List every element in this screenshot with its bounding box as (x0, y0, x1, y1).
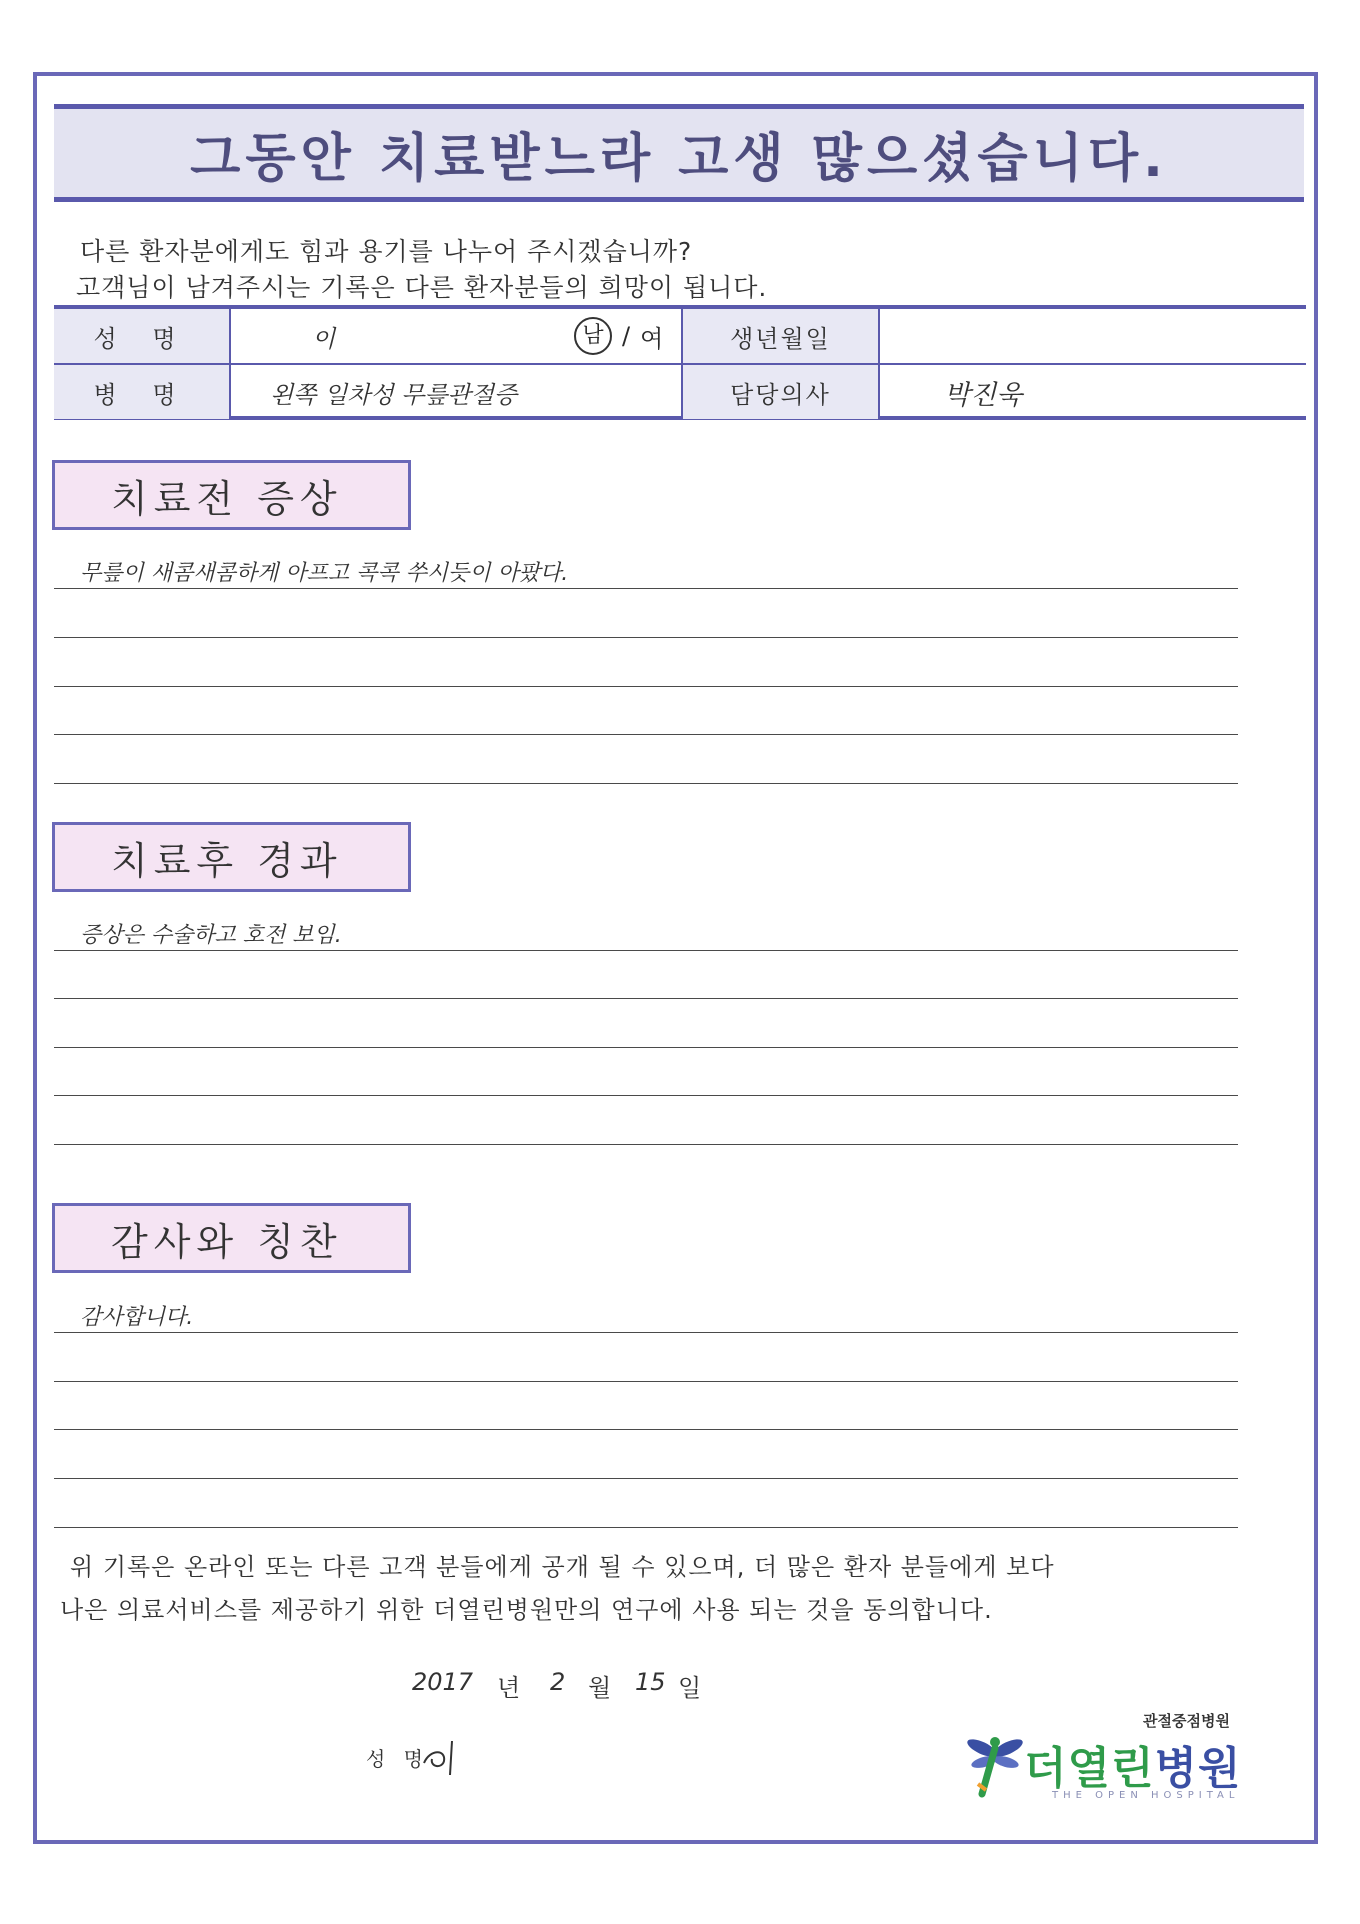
section-entry-thanks: 감사합니다. (80, 1305, 194, 1330)
writing-line (54, 950, 1238, 951)
writing-line (54, 1144, 1238, 1145)
writing-line (54, 998, 1238, 999)
date-month: 2 (550, 1668, 566, 1696)
logo-name-part1: 더열린 (1024, 1743, 1155, 1794)
section-heading-before: 치료전 증상 (52, 460, 411, 530)
page-title: 그동안 치료받느라 고생 많으셨습니다. (190, 128, 1168, 189)
intro-line-1: 다른 환자분에게도 힘과 용기를 나누어 주시겠습니까? (80, 237, 693, 266)
doctor-label: 담당의사 (683, 365, 878, 419)
writing-line (54, 686, 1238, 687)
writing-line (54, 1478, 1238, 1479)
logo-name (1024, 1732, 1242, 1796)
section-entry-after: 증상은 수술하고 호전 보임. (80, 923, 342, 948)
writing-line (54, 1095, 1238, 1096)
date-month-label: 월 (588, 1674, 612, 1702)
signature-mark (420, 1735, 470, 1777)
name-label: 성 명 (54, 309, 229, 363)
birth-value (880, 309, 1300, 363)
writing-line (54, 588, 1238, 589)
info-row-disease (54, 365, 1306, 419)
divider (229, 365, 231, 419)
consent-line-2: 나은 의료서비스를 제공하기 위한 더열린병원만의 연구에 사용 되는 것을 동의합니다. (60, 1596, 993, 1624)
date-day-label: 일 (678, 1674, 702, 1702)
consent-line-1: 위 기록은 온라인 또는 다른 고객 분들에게 공개 될 수 있으며, 더 많은 환자 분들에게 보다 (70, 1553, 1055, 1581)
disease-value: 왼쪽 일차성 무릎관절증 (270, 380, 518, 409)
title-band (54, 104, 1304, 202)
writing-line (54, 1429, 1238, 1430)
logo-english: THE OPEN HOSPITAL (1052, 1790, 1240, 1801)
signature-label: 성 명 (366, 1747, 429, 1771)
writing-line (54, 1381, 1238, 1382)
date-year-label: 년 (497, 1674, 521, 1702)
gender-female: 여 (640, 324, 664, 353)
logo-subtitle: 관절중점병원 (1143, 1712, 1230, 1730)
date-day: 15 (635, 1668, 666, 1696)
birth-label: 생년월일 (683, 309, 878, 363)
section-heading-thanks: 감사와 칭찬 (52, 1203, 411, 1273)
writing-line (54, 1527, 1238, 1528)
date-year: 2017 (412, 1668, 474, 1696)
section-heading-after: 치료후 경과 (52, 822, 411, 892)
divider (878, 365, 880, 419)
info-row-name (54, 309, 1306, 365)
logo-name-part2: 병원 (1154, 1743, 1242, 1794)
name-value: 이 (312, 324, 336, 353)
writing-line (54, 734, 1238, 735)
doctor-value: 박진욱 (944, 379, 1023, 411)
disease-label: 병 명 (54, 365, 229, 419)
writing-line (54, 637, 1238, 638)
divider (229, 309, 231, 363)
writing-line (54, 1332, 1238, 1333)
intro-line-2: 고객님이 남겨주시는 기록은 다른 환자분들의 희망이 됩니다. (76, 273, 768, 302)
hospital-logo (960, 1710, 1250, 1810)
gender-separator: / (622, 322, 631, 350)
section-entry-before: 무릎이 새콤새콤하게 아프고 콕콕 쑤시듯이 아팠다. (80, 561, 569, 586)
patient-info-table (54, 305, 1306, 420)
gender-male: 남 (574, 317, 612, 355)
dragonfly-icon (964, 1732, 1026, 1800)
writing-line (54, 783, 1238, 784)
writing-line (54, 1047, 1238, 1048)
